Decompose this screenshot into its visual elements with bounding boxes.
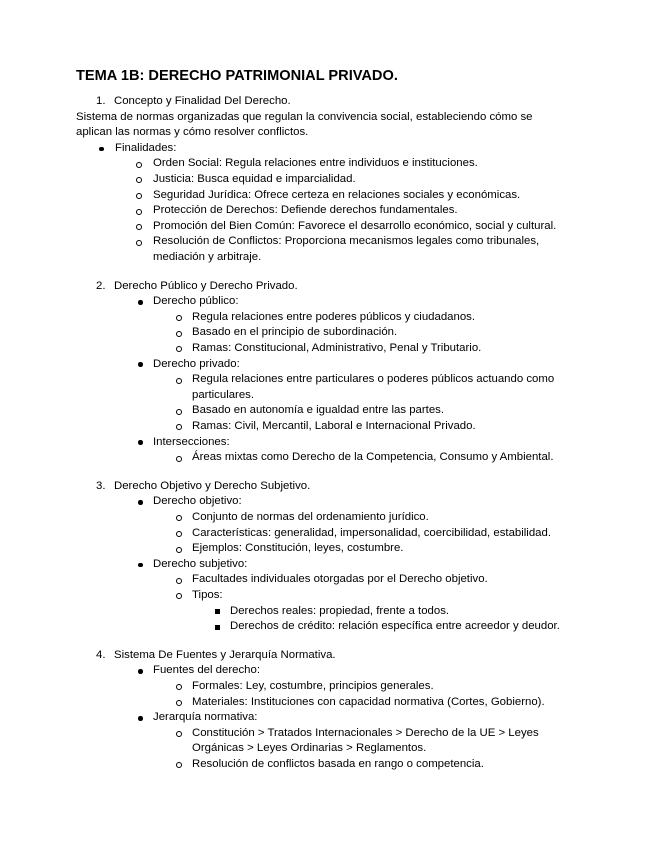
- group-label: Derecho objetivo:: [153, 495, 242, 508]
- circle-bullet-icon: [176, 515, 182, 521]
- list-item: Ramas: Civil, Mercantil, Laboral e Internacional Privado.: [192, 420, 476, 432]
- section-number: 1.: [96, 95, 106, 107]
- disc-bullet-icon: [99, 147, 104, 152]
- group-label: Derecho público:: [153, 295, 239, 308]
- section-heading: Derecho Objetivo y Derecho Subjetivo.: [114, 479, 311, 492]
- circle-bullet-icon: [176, 684, 182, 690]
- intro-paragraph-line: Sistema de normas organizadas que regulan la convivencia social, estableciendo cómo se: [76, 110, 533, 123]
- finalidades-label: Finalidades:: [115, 141, 177, 154]
- disc-bullet-icon: [138, 500, 143, 505]
- finalidad-item: Resolución de Conflictos: Proporciona mecanismos legales como tribunales,: [153, 235, 540, 248]
- finalidad-item: Seguridad Jurídica: Ofrece certeza en relaciones sociales y económicas.: [153, 188, 521, 201]
- finalidad-item: Orden Social: Regula relaciones entre individuos e instituciones.: [153, 157, 478, 170]
- section-number: 2.: [96, 279, 106, 292]
- finalidad-item: mediación y arbitraje.: [153, 251, 262, 263]
- circle-bullet-icon: [176, 378, 182, 384]
- list-item: Formales: Ley, costumbre, principios generales.: [192, 680, 434, 692]
- list-item: Resolución de conflictos basada en rango o competencia.: [192, 758, 484, 770]
- circle-bullet-icon: [176, 424, 182, 430]
- finalidad-item: Justicia: Busca equidad e imparcialidad.: [153, 173, 356, 185]
- group-label: Fuentes del derecho:: [153, 664, 261, 677]
- circle-bullet-icon: [176, 456, 182, 462]
- disc-bullet-icon: [138, 362, 143, 367]
- list-item: Tipos:: [192, 589, 223, 601]
- list-item: Ejemplos: Constitución, leyes, costumbre.: [192, 542, 404, 555]
- disc-bullet-icon: [138, 440, 143, 445]
- disc-bullet-icon: [138, 300, 143, 305]
- section-heading: Derecho Público y Derecho Privado.: [114, 279, 298, 292]
- list-item: Regula relaciones entre poderes públicos y ciudadanos.: [192, 310, 476, 323]
- disc-bullet-icon: [138, 669, 143, 674]
- circle-bullet-icon: [136, 240, 142, 246]
- group-label: Derecho privado:: [153, 357, 240, 370]
- list-item: Ramas: Constitucional, Administrativo, Penal y Tributario.: [192, 342, 482, 354]
- list-item: Basado en autonomía e igualdad entre las partes.: [192, 404, 445, 417]
- list-item: Materiales: Instituciones con capacidad normativa (Cortes, Gobierno).: [192, 695, 545, 708]
- group-label: Jerarquía normativa:: [153, 711, 258, 724]
- square-bullet-icon: [215, 609, 220, 614]
- circle-bullet-icon: [176, 762, 182, 768]
- circle-bullet-icon: [176, 700, 182, 706]
- tipo-item: Derechos reales: propiedad, frente a todos.: [230, 604, 450, 617]
- group-label: Intersecciones:: [153, 435, 230, 448]
- circle-bullet-icon: [176, 547, 182, 553]
- circle-bullet-icon: [136, 209, 142, 215]
- list-item: Orgánicas > Leyes Ordinarias > Reglamentos.: [192, 742, 427, 755]
- document-title: TEMA 1B: DERECHO PATRIMONIAL PRIVADO.: [76, 68, 398, 84]
- list-item: Regula relaciones entre particulares o poderes públicos actuando como: [192, 373, 555, 386]
- disc-bullet-icon: [138, 716, 143, 721]
- disc-bullet-icon: [138, 563, 143, 568]
- group-label: Derecho subjetivo:: [153, 557, 248, 570]
- finalidad-item: Protección de Derechos: Defiende derechos fundamentales.: [153, 204, 458, 217]
- section-number: 3.: [96, 479, 106, 492]
- circle-bullet-icon: [136, 177, 142, 183]
- circle-bullet-icon: [176, 315, 182, 321]
- circle-bullet-icon: [176, 578, 182, 584]
- circle-bullet-icon: [136, 193, 142, 199]
- square-bullet-icon: [215, 625, 220, 630]
- circle-bullet-icon: [176, 593, 182, 599]
- circle-bullet-icon: [176, 409, 182, 415]
- list-item: particulares.: [192, 388, 255, 401]
- list-item: Áreas mixtas como Derecho de la Competencia, Consumo y Ambiental.: [192, 451, 554, 464]
- circle-bullet-icon: [176, 346, 182, 352]
- finalidad-item: Promoción del Bien Común: Favorece el desarrollo económico, social y cultural.: [153, 219, 557, 232]
- section-heading: Concepto y Finalidad Del Derecho.: [114, 95, 291, 107]
- circle-bullet-icon: [176, 731, 182, 737]
- list-item: Basado en el principio de subordinación.: [192, 326, 398, 339]
- intro-paragraph-line: aplican las normas y cómo resolver conflictos.: [76, 126, 309, 139]
- list-item: Facultades individuales otorgadas por el Derecho objetivo.: [192, 573, 488, 586]
- circle-bullet-icon: [136, 224, 142, 230]
- list-item: Conjunto de normas del ordenamiento jurídico.: [192, 511, 429, 523]
- section-heading: Sistema De Fuentes y Jerarquía Normativa.: [114, 648, 336, 661]
- list-item: Constitución > Tratados Internacionales > Derecho de la UE > Leyes: [192, 726, 539, 739]
- list-item: Características: generalidad, impersonalidad, coercibilidad, estabilidad.: [192, 526, 551, 539]
- circle-bullet-icon: [136, 162, 142, 168]
- section-number: 4.: [96, 648, 106, 661]
- circle-bullet-icon: [176, 531, 182, 537]
- circle-bullet-icon: [176, 331, 182, 337]
- tipo-item: Derechos de crédito: relación específica entre acreedor y deudor.: [230, 620, 560, 633]
